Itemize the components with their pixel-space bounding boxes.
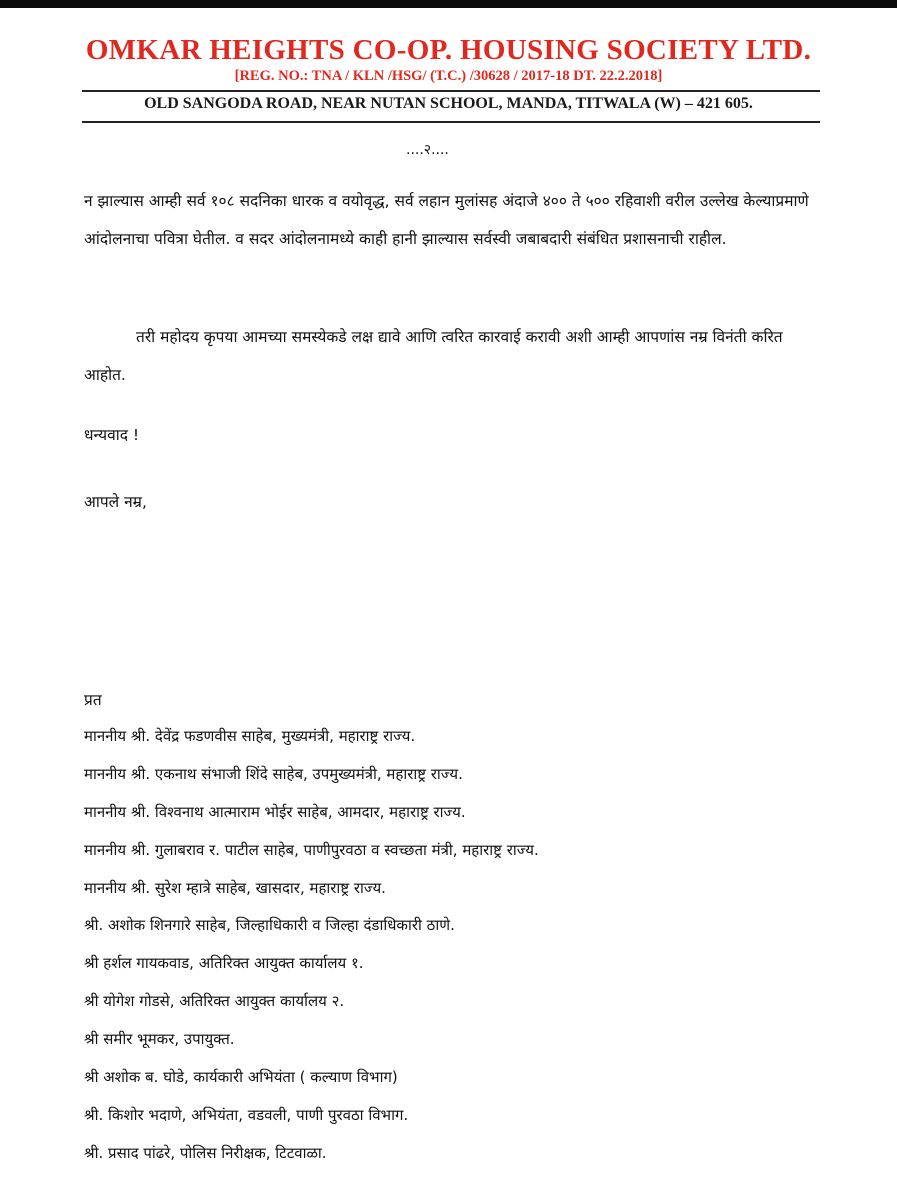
copy-recipient: माननीय श्री. गुलाबराव र. पाटील साहेब, पाणीपुरवठा व स्वच्छता मंत्री, महाराष्ट्र राज्य. [84,840,539,859]
registration-number: [REG. NO.: TNA / KLN /HSG/ (T.C.) /30628 / 2017-18 DT. 22.2.2018] [234,68,663,84]
page-number: ....२.... [406,142,449,158]
copy-recipient: श्री. प्रसाद पांढरे, पोलिस निरीक्षक, टिटवाळा. [84,1143,327,1162]
copy-recipient: श्री योगेश गोडसे, अतिरिक्त आयुक्त कार्यालय २. [84,992,345,1011]
copies-list [84,718,539,1173]
copy-recipient: माननीय श्री. देवेंद्र फडणवीस साहेब, मुख्यमंत्री, महाराष्ट्र राज्य. [84,727,416,745]
copy-recipient: माननीय श्री. सुरेश म्हात्रे साहेब, खासदार, महाराष्ट्र राज्य. [84,878,386,897]
copy-recipient: श्री. किशोर भदाणे, अभियंता, वडवली, पाणी पुरवठा विभाग. [84,1105,409,1124]
copy-recipient: श्री अशोक ब. घोडे, कार्यकारी अभियंता ( कल्याण विभाग) [84,1068,398,1087]
society-address: OLD SANGODA ROAD, NEAR NUTAN SCHOOL, MANDA, TITWALA (W) – 421 605. [144,95,753,112]
copy-recipient: माननीय श्री. विश्वनाथ आत्माराम भोईर साहेब, आमदार, महाराष्ट्र राज्य. [84,802,466,821]
thanks-line: धन्यवाद ! [84,426,140,444]
copy-recipient: श्री हर्शल गायकवाड, अतिरिक्त आयुक्त कार्यालय १. [84,954,364,973]
body-paragraph-1: न झाल्यास आम्ही सर्व १०८ सदनिका धारक व वयोवृद्ध, सर्व लहान मुलांसह अंदाजे ४०० ते ५०० रहिवाशी वरील उल्लेख केल्याप्रमाणे आंदोलनाचा पवित्रा घेतील. व सदर आंदोलनामध्ये काही हानी झाल्यास सर्वस्वी जबाबदारी संबंधित प्रशासनाची राहील. [84,192,809,248]
top-border [0,0,897,8]
header-divider-top [82,90,820,92]
copy-recipient: श्री समीर भूमकर, उपायुक्त. [84,1030,235,1049]
header-divider-bottom [82,121,820,123]
copy-recipient: श्री. अशोक शिनगारे साहेब, जिल्हाधिकारी व जिल्हा दंडाधिकारी ठाणे. [84,916,455,935]
body-paragraph-2: तरी महोदय कृपया आमच्या समस्येकडे लक्ष द्यावे आणि त्वरित कारवाई करावी अशी आम्ही आपणांस नम्र विनंती करित आहोत. [84,328,783,384]
society-name: OMKAR HEIGHTS CO-OP. HOUSING SOCIETY LTD. [85,34,812,66]
copies-heading: प्रत [84,691,102,709]
copy-recipient: माननीय श्री. एकनाथ संभाजी शिंदे साहेब, उपमुख्यमंत्री, महाराष्ट्र राज्य. [84,764,463,783]
closing-salutation: आपले नम्र, [84,493,147,511]
